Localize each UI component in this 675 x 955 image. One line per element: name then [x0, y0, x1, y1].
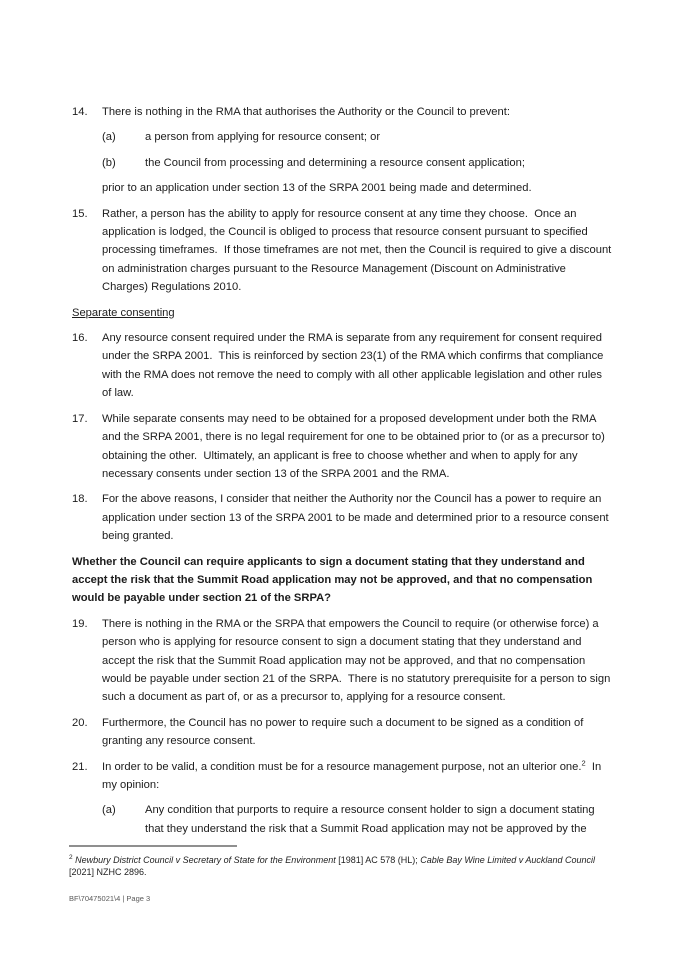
paragraph-17	[72, 410, 613, 484]
paragraph-18	[72, 490, 613, 545]
paragraph-b	[102, 154, 613, 172]
paragraph-text	[102, 103, 613, 121]
paragraph-19	[72, 615, 613, 707]
text-run: For the above reasons, I consider that neither the Authority nor the Council has a power to require an application under section 13 of the SRPA 2001 to be made and determined prior to a resource consent being granted.	[102, 493, 612, 543]
footnote-text	[69, 855, 597, 877]
paragraph-20	[72, 714, 613, 751]
section-heading	[72, 553, 613, 608]
text-run: Any resource consent required under the RMA is separate from any requirement for consent required under the SRPA 2001. This is reinforced by section 23(1) of the RMA which confirms that compliance with the RMA does not remove the need to comply with all other applicable legislation and other rules of law.	[102, 332, 607, 400]
text-run: Cable Bay Wine Limited v Auckland Council	[420, 855, 595, 865]
paragraph-text	[145, 154, 613, 172]
text-run: In order to be valid, a condition must be for a resource management purpose, not an ulterior one.	[102, 760, 582, 773]
text-run: Newbury District Council v Secretary of State for the Environment	[75, 855, 336, 865]
paragraph-label: 16.	[72, 332, 88, 345]
text-run: There is nothing in the RMA or the SRPA that empowers the Council to require (or otherwise force) a person who is applying for resource consent to sign a document stating that they understand and accept the risk that the Summit Road application may not be approved, and that no compensation would be payable under section 21 of the SRPA. There is no statutory prerequisite for a person to sign such a document as part of, or as a precursor to, applying for a resource consent.	[102, 617, 614, 704]
paragraph-a	[102, 128, 613, 146]
footnote	[69, 854, 614, 878]
section-heading	[72, 304, 613, 322]
paragraph-text	[102, 205, 613, 297]
paragraph-text	[145, 128, 613, 146]
text-run: the Council from processing and determining a resource consent application;	[145, 156, 525, 169]
paragraph-text	[102, 758, 613, 795]
paragraph-label: 15.	[72, 207, 88, 220]
text-run: There is nothing in the RMA that authorises the Authority or the Council to prevent:	[102, 106, 510, 118]
paragraph-label: 14.	[72, 106, 88, 118]
paragraph-label: (b)	[102, 156, 116, 169]
paragraph-text	[72, 304, 613, 322]
paragraph-list	[72, 103, 613, 845]
text-run: Any condition that purports to require a resource consent holder to sign a document stating that they understand the risk that a Summit Road application may not be approved by the	[145, 804, 598, 835]
paragraph-text	[102, 410, 613, 484]
paragraph-text	[102, 714, 613, 751]
paragraph-15	[72, 205, 613, 297]
paragraph-a	[102, 801, 613, 838]
paragraph-label: 18.	[72, 493, 88, 506]
footnote-marker: 2	[69, 854, 73, 861]
paragraph-16	[72, 329, 613, 403]
paragraph-text	[102, 615, 613, 707]
paragraph-text	[102, 179, 613, 197]
footnote-area	[69, 845, 614, 878]
paragraph-label: (a)	[102, 804, 116, 817]
paragraph-text	[102, 329, 613, 403]
paragraph-label: 19.	[72, 617, 88, 630]
text-run: prior to an application under section 13 of the SRPA 2001 being made and determined.	[102, 182, 532, 195]
paragraph-21	[72, 758, 613, 795]
paragraph-label: 20.	[72, 716, 88, 729]
paragraph-label: 21.	[72, 760, 88, 773]
paragraph-label: (a)	[102, 131, 116, 144]
text-run: Separate consenting	[72, 306, 175, 319]
text-run: a person from applying for resource consent; or	[145, 131, 381, 144]
paragraph-text	[145, 801, 613, 838]
text-run: In my opinion:	[102, 760, 605, 791]
page-footer: BF\70475021\4 | Page 3	[69, 894, 151, 903]
paragraph-14	[72, 103, 613, 121]
text-run: [2021] NZHC 2896.	[69, 855, 598, 877]
footnote-separator	[69, 845, 237, 847]
text-run: [1981] AC 578 (HL);	[335, 855, 421, 865]
text-run: Whether the Council can require applicants to sign a document stating that they understand and accept the risk that the Summit Road application may not be approved, and that no compensation would be payable under section 21 of the SRPA?	[72, 555, 596, 605]
paragraph-label: 17.	[72, 412, 88, 425]
superscript-ref: 2	[581, 757, 586, 767]
text-run: Rather, a person has the ability to apply for resource consent at any time they choose. Once an application is lodged, the Council is obliged to process that resource consent pursuant to specified processing timeframes. If those timeframes are not met, then the Council is required to give a discount on administration charges pursuant to the Resource Management (Discount on Administrative Charges) Regulations 2010.	[102, 207, 615, 294]
paragraph-text	[102, 490, 613, 545]
paragraph-continuation	[102, 179, 613, 197]
paragraph-text	[72, 553, 613, 608]
text-run: Furthermore, the Council has no power to require such a document to be signed as a condition of granting any resource consent.	[102, 716, 587, 748]
text-run: While separate consents may need to be obtained for a proposed development under both the RMA and the SRPA 2001, there is no legal requirement for one to be obtained prior to (or as a precursor to) obtaining the other. Ultimately, an applicant is free to choose whether and when to apply for any necessary consents under section 13 of the SRPA 2001 and the RMA.	[102, 412, 609, 480]
